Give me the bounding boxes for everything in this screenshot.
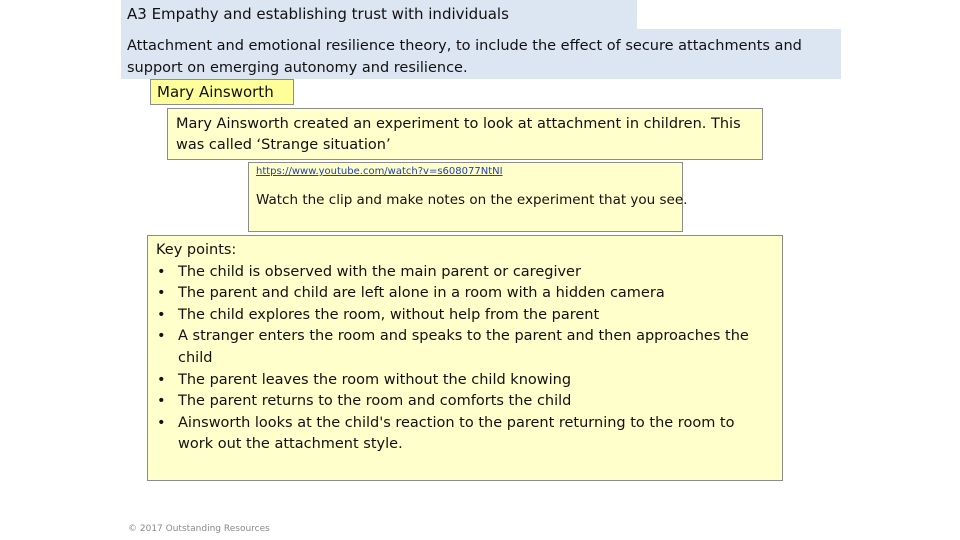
list-item-text: The parent returns to the room and comforts the child [178, 393, 572, 410]
list-item [156, 413, 762, 456]
list-item-text: The parent leaves the room without the child knowing [178, 371, 572, 388]
copyright-footer: © 2017 Outstanding Resources [128, 524, 270, 534]
bullet-icon: • [157, 285, 166, 302]
bullet-icon: • [157, 328, 166, 345]
list-item [156, 283, 762, 305]
list-item-text: The child is observed with the main parent or caregiver [178, 263, 581, 280]
bullet-icon: • [157, 371, 166, 388]
bullet-icon: • [157, 263, 166, 280]
list-item [156, 305, 762, 327]
intro-textbox: Mary Ainsworth created an experiment to look at attachment in children. This was called ‘Strange situation’ [167, 108, 763, 160]
list-item-text: A stranger enters the room and speaks to the parent and then approaches the child [178, 328, 749, 366]
name-tag: Mary Ainsworth [150, 79, 294, 105]
video-link[interactable]: https://www.youtube.com/watch?v=s608077NtNI [256, 166, 503, 177]
key-points-list [156, 262, 762, 456]
bullet-icon: • [157, 414, 166, 431]
list-item [156, 370, 762, 392]
list-item [156, 326, 762, 369]
list-item [156, 391, 762, 413]
bullet-icon: • [157, 393, 166, 410]
list-item-text: The parent and child are left alone in a room with a hidden camera [178, 285, 665, 302]
slide-subtitle: Attachment and emotional resilience theory, to include the effect of secure attachments and support on emerging autonomy and resilience. [121, 29, 841, 79]
bullet-icon: • [157, 306, 166, 323]
video-instruction: Watch the clip and make notes on the experiment that you see. [256, 192, 688, 208]
list-item-text: The child explores the room, without help from the parent [178, 306, 600, 323]
list-item-text: Ainsworth looks at the child's reaction to the parent returning to the room to work out the attachment style. [178, 414, 735, 453]
key-points-heading: Key points: [156, 242, 237, 258]
slide-title: A3 Empathy and establishing trust with individuals [121, 0, 637, 30]
video-textbox [248, 162, 688, 232]
list-item [156, 262, 762, 284]
key-points-textbox [147, 235, 783, 481]
